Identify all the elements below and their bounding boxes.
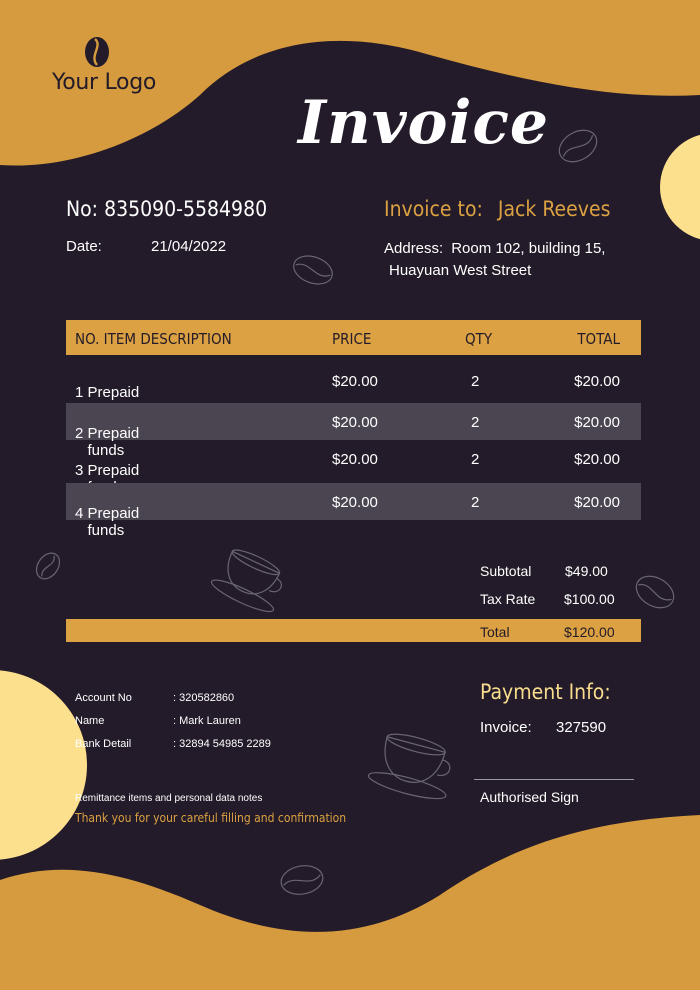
header-description: NO. ITEM DESCRIPTION [75,330,232,348]
recipient-address [384,238,654,282]
page-title: Invoice [298,88,550,158]
right-circle-shape [660,133,700,241]
payment-invoice-label: Invoice: [480,719,532,736]
remittance-note: Remittance items and personal data notes [75,793,263,804]
row-qty: 2 [471,373,480,390]
account-number-label: Account No [75,692,132,704]
tax-rate-value: $100.00 [564,591,615,607]
row-description: 4 Prepaid funds [75,505,140,539]
coffee-bean-icon [290,251,336,289]
logo-text: Your Logo [52,70,157,95]
invoice-number-value: 835090-5584980 [104,197,268,221]
table-row [66,362,641,399]
header-qty: QTY [465,330,493,348]
payment-info-title: Payment Info: [480,680,611,704]
bank-detail-value: : 32894 54985 2289 [173,738,271,750]
signature-line [474,779,634,780]
bottom-wave-shape [0,815,700,990]
invoice-number-label: No: [66,197,99,221]
row-qty: 2 [471,494,480,511]
date-value: 21/04/2022 [151,238,227,255]
table-row [66,403,641,459]
recipient-name: Jack Reeves [497,197,611,221]
row-qty: 2 [471,414,480,431]
coffee-cup-icon [209,543,291,616]
row-total: $20.00 [574,494,620,511]
thank-you-note: Thank you for your careful filling and confirmation [75,811,347,825]
invoice-to-label: Invoice to: [384,197,483,221]
subtotal-value: $49.00 [565,563,608,579]
subtotal-label: Subtotal [480,563,532,579]
payment-invoice-value: 327590 [556,719,607,736]
coffee-bean-icon [32,549,64,583]
header-total: TOTAL [577,330,620,348]
table-row [66,483,641,539]
left-circle-shape [0,670,87,860]
total-bar [66,619,641,642]
table-header [66,320,641,355]
row-total: $20.00 [574,451,620,468]
coffee-bean-icon [631,570,680,614]
account-number-value: : 320582860 [173,692,235,704]
coffee-bean-icon [279,863,325,898]
row-price: $20.00 [332,451,378,468]
row-price: $20.00 [332,373,378,390]
date-label: Date: [66,238,102,255]
table-row [66,440,641,477]
header-price: PRICE [332,330,372,348]
row-description: 2 Prepaid funds [75,425,140,459]
row-price: $20.00 [332,414,378,431]
row-description: 3 Prepaid [75,462,140,479]
row-total: $20.00 [574,373,620,390]
address-label: Address: [384,240,444,257]
total-value: $120.00 [564,624,615,640]
account-name-value: : Mark Lauren [173,715,241,727]
row-qty: 2 [471,451,480,468]
invoice-to [384,197,610,221]
row-total: $20.00 [574,414,620,431]
coffee-bean-icon [83,36,111,68]
items-table [66,320,641,539]
address-line-1: Room 102, building 15, [451,240,606,257]
account-name-label: Name [75,715,105,727]
row-description: 1 Prepaid [75,384,140,401]
invoice-number [66,197,267,221]
bank-detail-label: Bank Detail [75,738,132,750]
address-line-2: Huayuan West Street [389,262,532,279]
row-price: $20.00 [332,494,378,511]
authorised-sign-label: Authorised Sign [480,789,579,805]
coffee-cup-icon [366,728,458,804]
coffee-bean-icon [554,124,603,168]
total-label: Total [480,624,510,640]
tax-rate-label: Tax Rate [480,591,536,607]
